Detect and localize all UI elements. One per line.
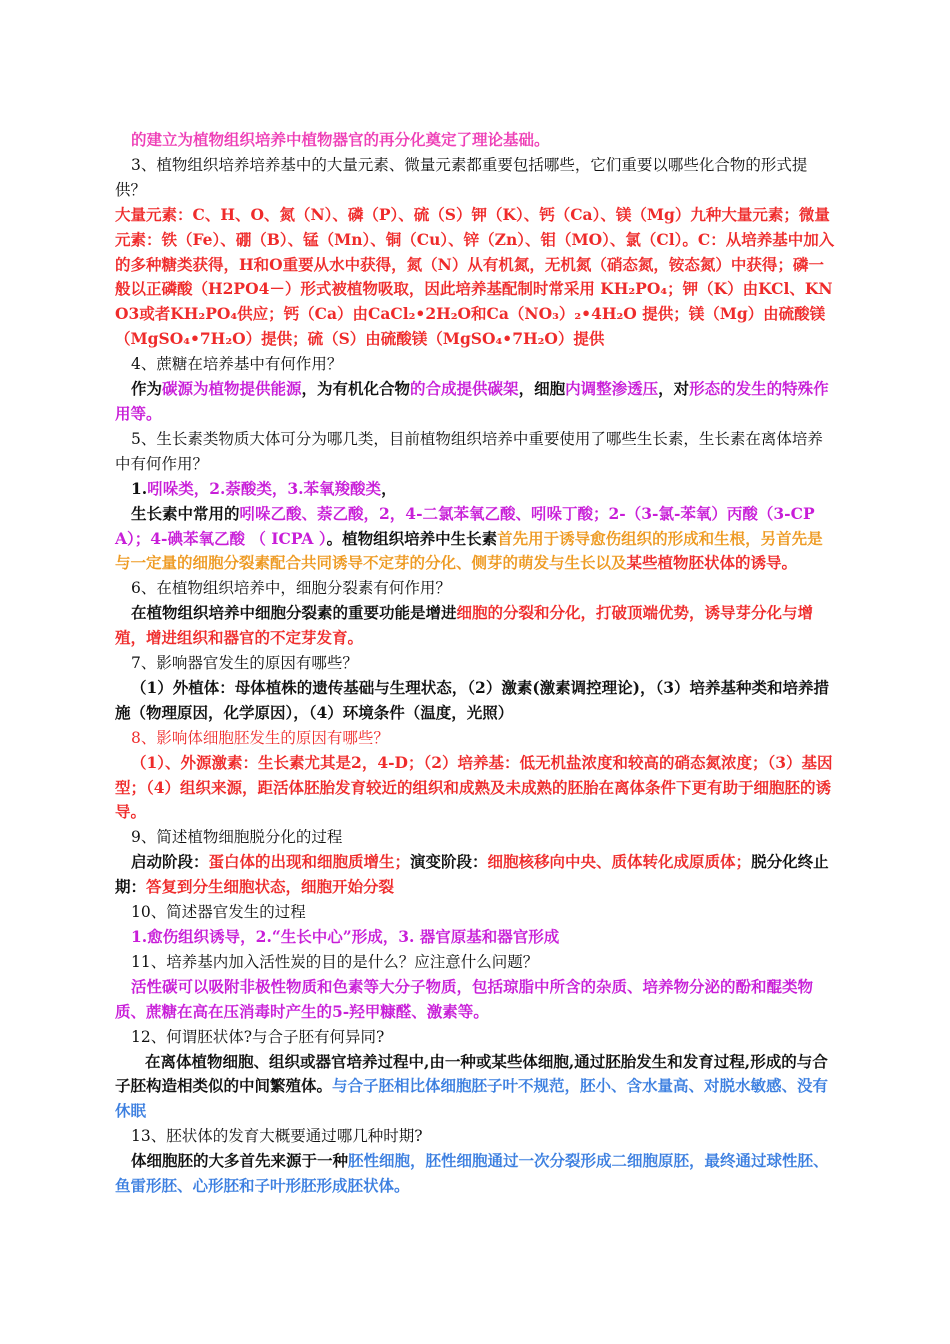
text-run: 启动阶段：: [131, 852, 209, 872]
paragraph: [115, 751, 838, 826]
paragraph: [115, 925, 838, 950]
paragraph: [115, 825, 838, 850]
text-run: 7、影响器官发生的原因有哪些？: [131, 654, 358, 673]
paragraph: [115, 203, 838, 352]
text-run: 脱分化终止期：: [115, 852, 829, 897]
text-run: 细胞核移向中央、质体转化成原质体；: [487, 852, 752, 872]
text-run: 的合成提供碳架: [410, 379, 519, 399]
text-run: 13、胚状体的发育大概要通过哪几种时期?: [131, 1127, 423, 1146]
text-run: 在离体植物细胞、组织或器官培养过程中,由一种或某些体细胞,通过胚胎发生和发育过程,形成的与合子胚构造相类似的中间繁殖体。: [115, 1051, 828, 1096]
text-run: 6、在植物组织培养中，细胞分裂素有何作用？: [131, 579, 451, 598]
text-run: （1）、外源激素：生长素尤其是2，4-D；（2）培养基：低无机盐浓度和较高的硝态氮浓度；（3）基因型；（4）组织来源，距活体胚胎发育较近的组织和成熟及未成熟的胚胎在离体条件下更有助于细胞胚的诱导。: [115, 752, 833, 822]
paragraph: [115, 676, 838, 726]
text-run: （1）外植体：母体植株的遗传基础与生理状态，（2）激素(激素调控理论)，（3）培养基种类和培养措施（物理原因，化学原因），（4）环境条件（温度，光照）: [115, 677, 830, 722]
text-run: 蛋白体的出现和细胞质增生；: [208, 852, 411, 872]
paragraph: [115, 1149, 838, 1199]
text-run: 生长素中常用的: [131, 503, 240, 523]
paragraph: [115, 601, 838, 651]
text-run: 胚性细胞，胚性细胞通过一次分裂形成二细胞原胚，最终通过球性胚、鱼雷形胚、心形胚和子叶形胚形成胚状体。: [115, 1151, 829, 1196]
paragraph: [115, 427, 838, 477]
paragraph: [115, 651, 838, 676]
text-run: 。植物组织培养中生长素: [326, 528, 498, 548]
text-run: 体细胞胚的大多首先来源于一种: [131, 1151, 349, 1171]
text-run: 11、培养基内加入活性炭的目的是什么？应注意什么问题？: [131, 952, 539, 971]
paragraph: [115, 1050, 838, 1125]
paragraph: [115, 377, 838, 427]
text-run: 吲哚乙酸、萘乙酸，2，4-二氯苯氧乙酸、吲哚丁酸；2-（3-氯-苯氧）丙酸（3-CPA）；4-碘苯氧乙酸 （ ICPA ）: [115, 503, 815, 548]
text-run: 3、植物组织培养培养基中的大量元素、微量元素都重要包括哪些，它们重要以哪些化合物的形式提供？: [115, 155, 808, 199]
text-run: 9、简述植物细胞脱分化的过程: [131, 828, 343, 847]
text-run: ，细胞: [518, 379, 566, 399]
text-run: 4、蔗糖在培养基中有何作用？: [131, 355, 343, 374]
paragraph: [115, 128, 838, 153]
text-run: 1.: [131, 478, 148, 498]
text-run: 1.愈伤组织诱导，2.“生长中心”形成，3. 器官原基和器官形成: [131, 927, 560, 946]
paragraph: [115, 1124, 838, 1149]
text-run: 细胞的分裂和分化，打破顶端优势，诱导芽分化与增殖，增进组织和器官的不定芽发育。: [115, 603, 814, 648]
paragraph: [115, 153, 838, 203]
text-run: 首先用于诱导愈伤组织的形成和生根，另首先是与一定量的细胞分裂素配合共同诱导不定芽的分化、侧芽的萌发与生长以及: [115, 528, 823, 573]
text-run: 8、影响体细胞胚发生的原因有哪些？: [131, 728, 389, 747]
text-run: ，: [381, 478, 397, 498]
text-run: 活性碳可以吸附非极性物质和色素等大分子物质，包括琼脂中所含的杂质、培养物分泌的酚和醌类物质、蔗糖在高在压消毒时产生的5-羟甲糠醛、激素等。: [115, 976, 814, 1021]
text-run: 形态的发生的特殊作用等。: [115, 379, 829, 423]
text-run: 在植物组织培养中细胞分裂素的重要功能是增进: [131, 603, 457, 623]
paragraph: [115, 1025, 838, 1050]
text-run: 的建立为植物组织培养中植物器官的再分化奠定了理论基础。: [131, 130, 550, 149]
paragraph: [115, 576, 838, 601]
paragraph: [115, 477, 838, 502]
text-run: 10、简述器官发生的过程: [131, 903, 306, 922]
paragraph: [115, 850, 838, 900]
paragraph: [115, 975, 838, 1025]
text-run: 与合子胚相比体细胞胚子叶不规范，胚小、含水量高、对脱水敏感、没有休眠: [115, 1076, 829, 1121]
paragraph: [115, 726, 838, 751]
text-run: ，为有机化合物: [301, 379, 411, 399]
paragraph: [115, 352, 838, 377]
paragraph: [115, 900, 838, 925]
text-run: 演变阶段：: [410, 852, 488, 872]
text-run: ，对: [658, 379, 690, 399]
text-run: 某些植物胚状体的诱导。: [626, 553, 798, 573]
text-run: 作为: [131, 379, 163, 399]
text-run: 内调整渗透压: [565, 379, 659, 399]
paragraph: [115, 502, 838, 577]
paragraph: [115, 950, 838, 975]
text-run: 12、何谓胚状体?与合子胚有何异同?: [131, 1027, 385, 1046]
text-run: 吲哚类，2.萘酸类，3.苯氧羧酸类: [147, 478, 382, 498]
text-run: 大量元素：C、H、O、氮（N）、磷（P）、硫（S）钾（K）、钙（Ca）、镁（Mg）九种大量元素；微量元素：铁（Fe）、硼（B）、锰（Mn）、铜（Cu）、锌（Zn）、钼（MO）、氯（Cl）。C：从培养基中加入的多种糖类获得，H和O重要从水中获得，氮（N）从有机氮，无机氮（硝态氮，铵态氮）中获得；磷一般以正磷酸（H2PO4－）形式被植物吸取，因此培养基配制时常采用 KH₂PO₄；钾（K）由KCl、KNO3或者KH₂PO₄供应；钙（Ca）由CaCl₂•2H₂O和Ca（NO₃）₂•4H₂O 提供；镁（Mg）由硫酸镁（MgSO₄•7H₂O）提供；硫（S）由硫酸镁（MgSO₄•7H₂O）提供: [115, 204, 835, 349]
text-run: 答复到分生细胞状态，细胞开始分裂: [146, 877, 395, 897]
text-run: 碳源为植物提供能源: [162, 379, 302, 399]
text-run: 5、生长素类物质大体可分为哪几类，目前植物组织培养中重要使用了哪些生长素，生长素在离体培养中有何作用？: [115, 429, 823, 473]
